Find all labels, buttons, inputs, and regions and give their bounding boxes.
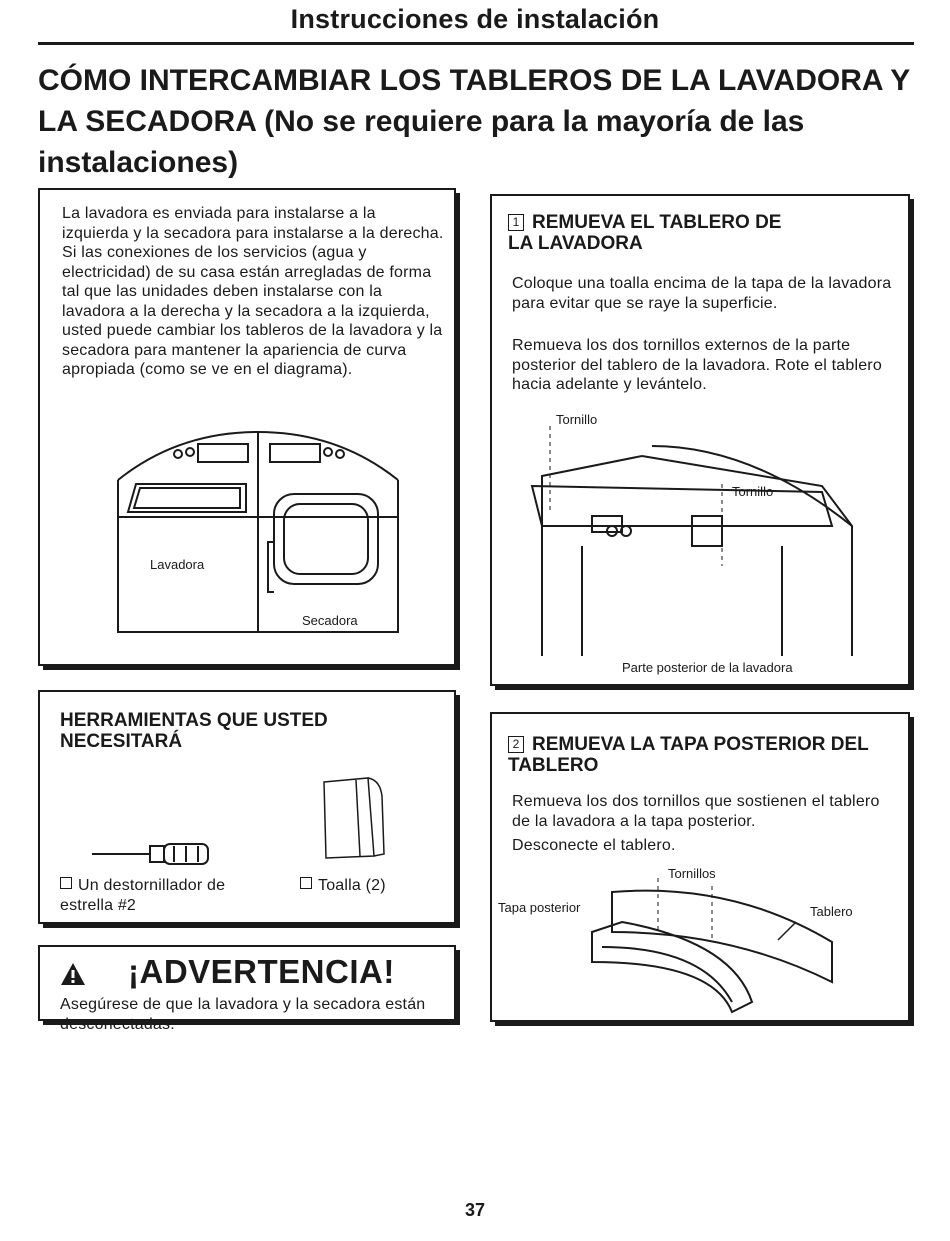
step1-heading bbox=[508, 212, 808, 254]
washer-back-illustration bbox=[522, 416, 862, 656]
step1-label-screw1: Tornillo bbox=[556, 412, 598, 427]
step1-box bbox=[490, 194, 910, 686]
step2-label-panel: Tablero bbox=[810, 904, 853, 919]
step1-label-screw2: Tornillo bbox=[732, 484, 774, 499]
main-title: CÓMO INTERCAMBIAR LOS TABLEROS DE LA LAVADORA Y LA SECADORA (No se requiere para la mayoría de las instalaciones) bbox=[38, 64, 910, 179]
step2-box bbox=[490, 712, 910, 1022]
warning-heading bbox=[60, 953, 395, 991]
tools-title: HERRAMIENTAS QUE USTED NECESITARÁ bbox=[60, 710, 328, 752]
tool-item-towel-label: Toalla (2) bbox=[318, 877, 386, 894]
step2-number: 2 bbox=[508, 736, 524, 753]
label-washer: Lavadora bbox=[150, 557, 205, 572]
step1-title: REMUEVA EL TABLERO DE LA LAVADORA bbox=[508, 212, 782, 254]
tool-item-screwdriver bbox=[60, 876, 260, 915]
intro-text: La lavadora es enviada para instalarse a la izquierda y la secadora para instalarse a la derecha. Si las conexiones de los servicios (agua y electricidad) de su casa están arregladas de forma tal que las unidades deben instalarse con la lavadora a la derecha y la secadora a la izquierda, usted puede cambiar los tableros de la lavadora y la secadora para mantener la apariencia de curva apropiada (como se ve en el diagrama). bbox=[62, 205, 444, 378]
step1-number: 1 bbox=[508, 214, 524, 231]
step2-label-back-cover: Tapa posterior bbox=[498, 900, 581, 915]
step2-heading bbox=[508, 734, 898, 776]
warning-triangle-icon bbox=[60, 962, 86, 986]
panel-back-cover-illustration bbox=[582, 872, 882, 1022]
step1-para2: Remueva los dos tornillos externos de la parte posterior del tablero de la lavadora. Rote el tablero hacia adelante y levántelo. bbox=[512, 337, 882, 393]
label-dryer: Secadora bbox=[302, 613, 358, 628]
tool-item-screwdriver-label: Un destornillador de estrella #2 bbox=[60, 877, 226, 914]
checkbox-icon bbox=[60, 877, 72, 889]
warning-box bbox=[38, 945, 456, 1033]
step2-label-screws: Tornillos bbox=[668, 866, 716, 881]
step2-para1: Remueva los dos tornillos que sostienen el tablero de la lavadora a la tapa posterior. bbox=[512, 793, 880, 830]
checkbox-icon bbox=[300, 877, 312, 889]
intro-box bbox=[38, 188, 456, 666]
tool-item-towel bbox=[300, 876, 440, 896]
screwdriver-icon bbox=[90, 840, 230, 870]
towel-icon bbox=[320, 776, 390, 866]
washer-dryer-illustration bbox=[98, 422, 418, 642]
step1-para1: Coloque una toalla encima de la tapa de la lavadora para evitar que se raye la superficie. bbox=[512, 275, 892, 312]
step1-caption: Parte posterior de la lavadora bbox=[622, 660, 793, 675]
warning-text: Asegúrese de que la lavadora y la secadora están desconectadas. bbox=[60, 996, 426, 1033]
tools-box bbox=[38, 690, 456, 924]
step2-title: REMUEVA LA TAPA POSTERIOR DEL TABLERO bbox=[508, 734, 869, 776]
step2-para2: Desconecte el tablero. bbox=[512, 837, 676, 854]
warning-title: ¡ADVERTENCIA! bbox=[128, 953, 395, 990]
header-rule bbox=[38, 42, 914, 45]
page-number: 37 bbox=[464, 1200, 486, 1220]
page-header-title: Instrucciones de instalación bbox=[290, 4, 660, 34]
